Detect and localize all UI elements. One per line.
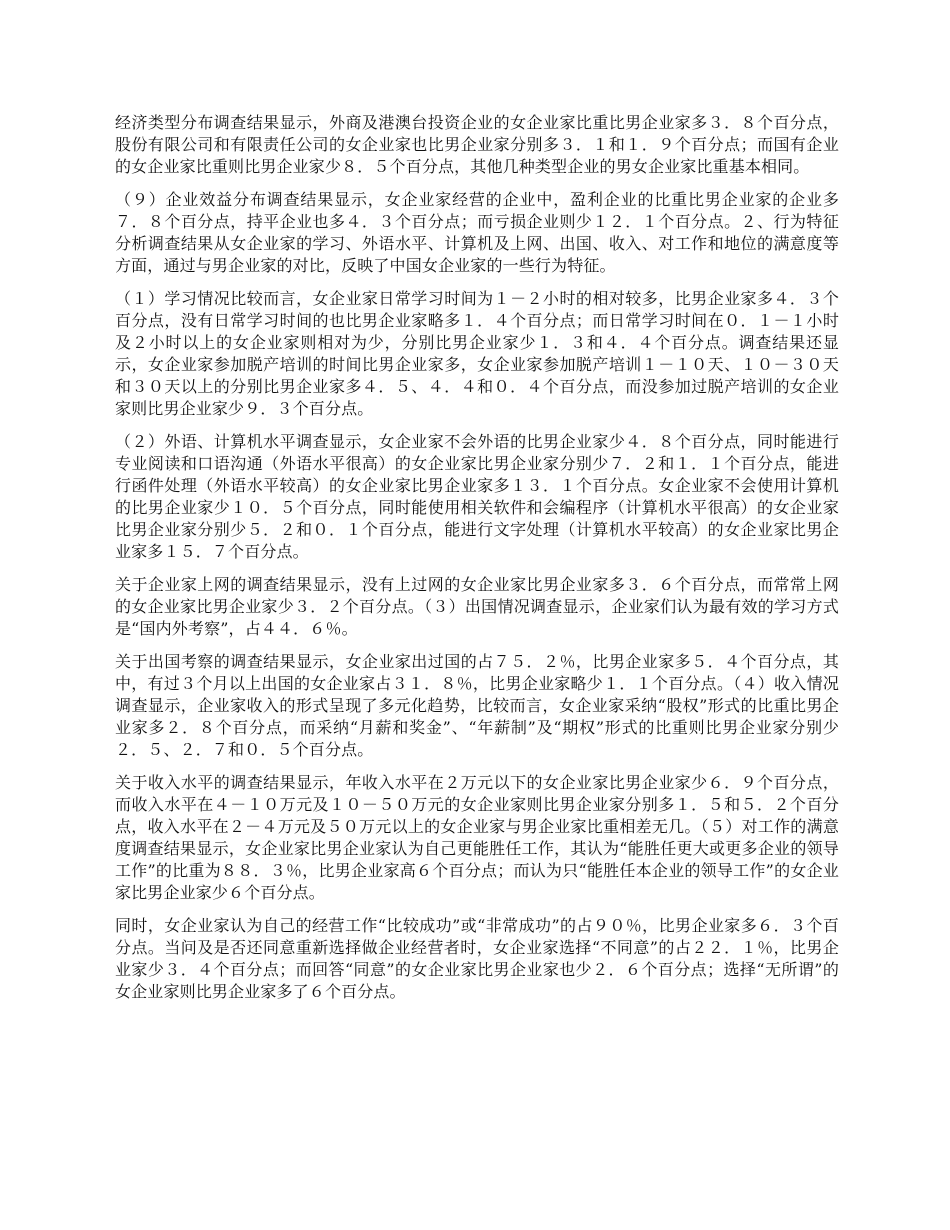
paragraph-economic-type: 经济类型分布调查结果显示，外商及港澳台投资企业的女企业家比重比男企业家多３．８个百分点，股份有限公司和有限责任公司的女企业家也比男企业家分别多３．１和１．９个百分点；而国有企业的女企业家比重则比男企业家少８．５个百分点，其他几种类型企业的男女企业家比重基本相同。 [115, 113, 839, 176]
paragraph-abroad-income: 关于出国考察的调查结果显示，女企业家出过国的占７５．２％，比男企业家多５．４个百分点，其中，有过３个月以上出国的女企业家占３１．８％，比男企业家略少１．１个百分点。（４）收入情况调查显示，企业家收入的形式呈现了多元化趋势，比较而言，女企业家采纳“股权”形式的比重比男企业家多２．８个百分点，而采纳“月薪和奖金”、“年薪制”及“期权”形式的比重则比男企业家分别少２．５、２．７和０．５个百分点。 [115, 652, 839, 759]
paragraph-success-choice: 同时，女企业家认为自己的经营工作“比较成功”或“非常成功”的占９０％，比男企业家多６．３个百分点。当问及是否还同意重新选择做企业经营者时，女企业家选择“不同意”的占２２．１％，比男企业家少３．４个百分点；而回答“同意”的女企业家比男企业家也少２．６个百分点；选择“无所谓”的女企业家则比男企业家多了６个百分点。 [115, 916, 839, 1001]
paragraph-learning: （１）学习情况比较而言，女企业家日常学习时间为１－２小时的相对较多，比男企业家多４．３个百分点，没有日常学习时间的也比男企业家略多１．４个百分点；而日常学习时间在０．１－１小时及２小时以上的女企业家则相对为少，分别比男企业家少１．３和４．４个百分点。调查结果还显示，女企业家参加脱产培训的时间比男企业家多，女企业家参加脱产培训１－１０天、１０－３０天和３０天以上的分别比男企业家多４．５、４．４和０．４个百分点，而没参加过脱产培训的女企业家则比男企业家少９．３个百分点。 [115, 289, 839, 418]
paragraph-internet-abroad: 关于企业家上网的调查结果显示，没有上过网的女企业家比男企业家多３．６个百分点，而常常上网的女企业家比男企业家少３．２个百分点。（３）出国情况调查显示，企业家们认为最有效的学习方式是“国内外考察”，占４４．６％。 [115, 575, 839, 638]
paragraph-enterprise-benefit: （９）企业效益分布调查结果显示，女企业家经营的企业中，盈利企业的比重比男企业家的企业多７．８个百分点，持平企业也多４．３个百分点；而亏损企业则少１２．１个百分点。２、行为特征分析调查结果从女企业家的学习、外语水平、计算机及上网、出国、收入、对工作和地位的满意度等方面，通过与男企业家的对比，反映了中国女企业家的一些行为特征。 [115, 190, 839, 275]
paragraph-language-computer: （２）外语、计算机水平调查显示，女企业家不会外语的比男企业家少４．８个百分点，同时能进行专业阅读和口语沟通（外语水平很高）的女企业家比男企业家分别少７．２和１．１个百分点，能进行函件处理（外语水平较高）的女企业家比男企业家多１３．１个百分点。女企业家不会使用计算机的比男企业家少１０．５个百分点，同时能使用相关软件和会编程序（计算机水平很高）的女企业家比男企业家分别少５．２和０．１个百分点，能进行文字处理（计算机水平较高）的女企业家比男企业家多１５．７个百分点。 [115, 432, 839, 561]
paragraph-income-satisfaction: 关于收入水平的调查结果显示，年收入水平在２万元以下的女企业家比男企业家少６．９个百分点，而收入水平在４－１０万元及１０－５０万元的女企业家则比男企业家分别多１．５和５．２个百分点，收入水平在２－４万元及５０万元以上的女企业家与男企业家比重相差无几。（５）对工作的满意度调查结果显示，女企业家比男企业家认为自己更能胜任工作，其认为“能胜任更大或更多企业的领导工作”的比重为８８．３％，比男企业家高６个百分点；而认为只“能胜任本企业的领导工作”的女企业家比男企业家少６个百分点。 [115, 773, 839, 902]
